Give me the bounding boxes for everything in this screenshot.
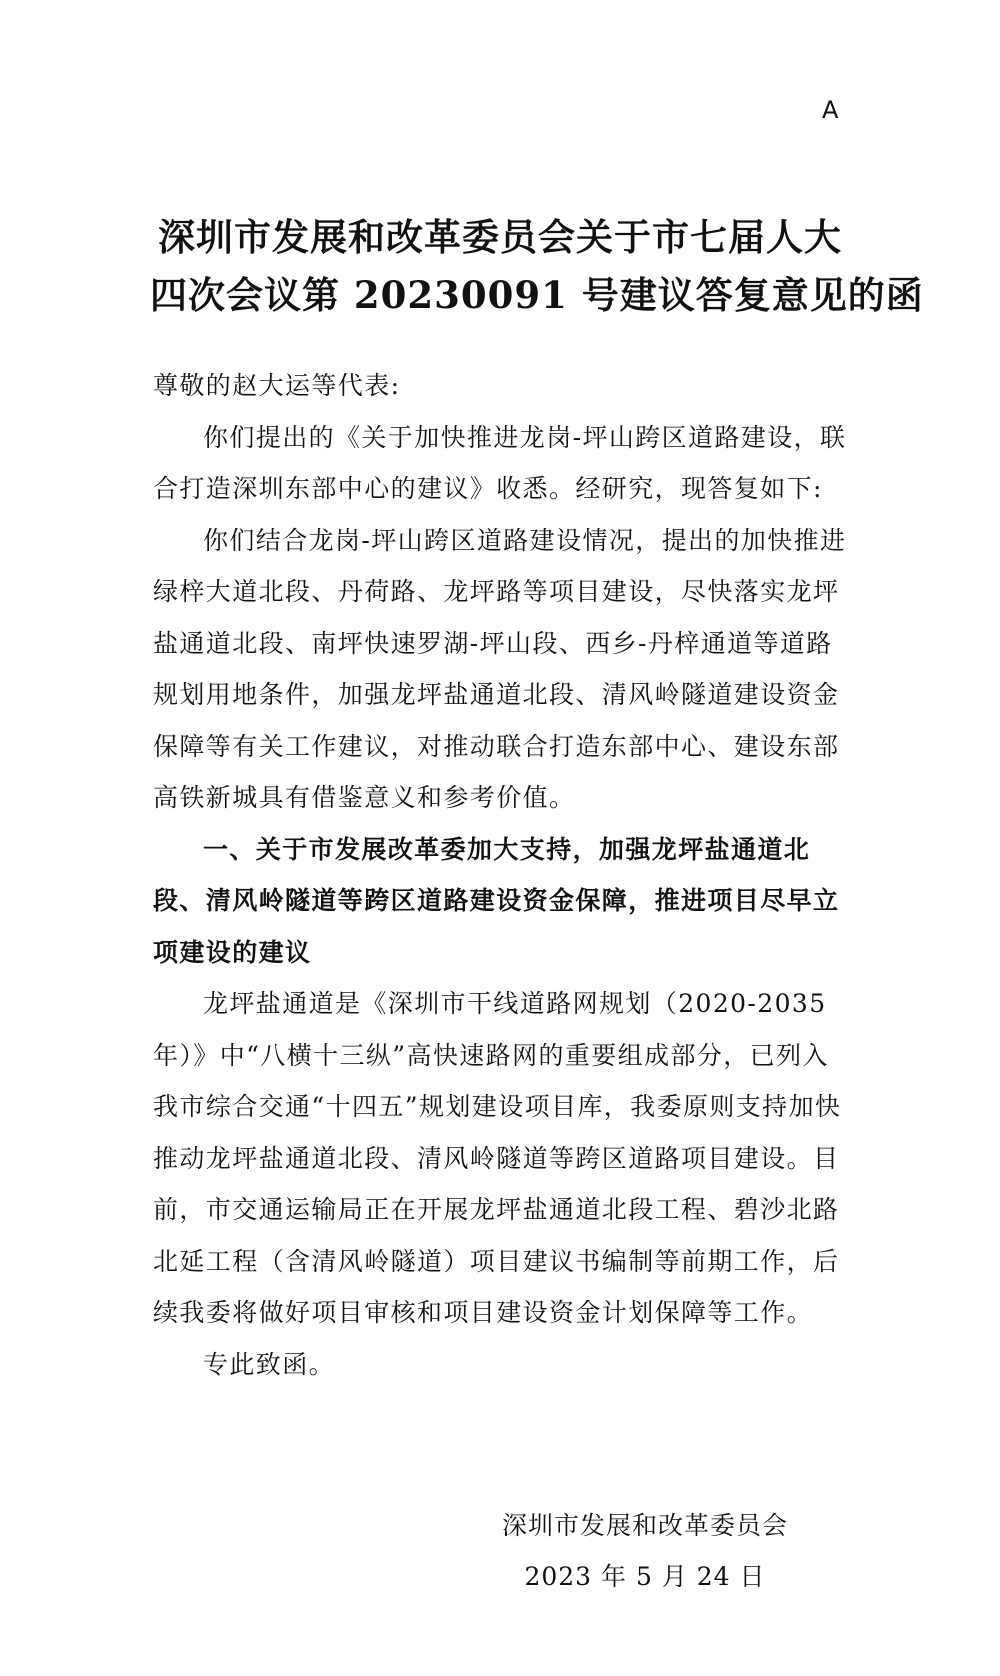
closing-phrase: 专此致函。 xyxy=(203,1349,336,1379)
paragraph-acknowledgement: 你们提出的《关于加快推进龙岗-坪山跨区道路建设，联合打造深圳东部中心的建议》收悉。经研究，现答复如下: xyxy=(153,422,847,503)
signature-date: 2023 年 5 月 24 日 xyxy=(524,1562,766,1591)
section-heading-1: 一、关于市发展改革委加大支持，加强龙坪盐通道北段、清风岭隧道等跨区道路建设资金保障，推进项目尽早立项建设的建议 xyxy=(153,834,840,967)
signature-block xyxy=(480,1500,810,1602)
signature-organization: 深圳市发展和改革委员会 xyxy=(501,1511,788,1540)
title-line-1: 深圳市发展和改革委员会关于市七届人大 xyxy=(158,215,842,259)
paragraph-summary: 你们结合龙岗-坪山跨区道路建设情况，提出的加快推进绿梓大道北段、丹荷路、龙坪路等项目建设，尽快落实龙坪盐通道北段、南坪快速罗湖-坪山段、西乡-丹梓通道等道路规划用地条件，加强龙坪盐通道北段、清风岭隧道建设资金保障等有关工作建议，对推动联合打造东部中心、建设东部高铁新城具有借鉴意义和参考价值。 xyxy=(153,525,847,812)
title-line-2: 四次会议第 20230091 号建议答复意见的函 xyxy=(150,273,924,317)
letter-body xyxy=(153,360,855,1390)
salutation: 尊敬的赵大运等代表: xyxy=(153,371,401,400)
paragraph-reply: 龙坪盐通道是《深圳市干线道路网规划（2020-2035年）》中“八横十三纵”高快速路网的重要组成部分，已列入我市综合交通“十四五”规划建设项目库，我委原则支持加快推动龙坪盐通道北段、清风岭隧道等跨区道路项目建设。目前，市交通运输局正在开展龙坪盐通道北段工程、碧沙北路北延工程（含清风岭隧道）项目建议书编制等前期工作，后续我委将做好项目审核和项目建设资金计划保障等工作。 xyxy=(153,989,842,1327)
disclosure-grade-mark: A xyxy=(822,96,839,124)
document-title xyxy=(150,208,924,324)
